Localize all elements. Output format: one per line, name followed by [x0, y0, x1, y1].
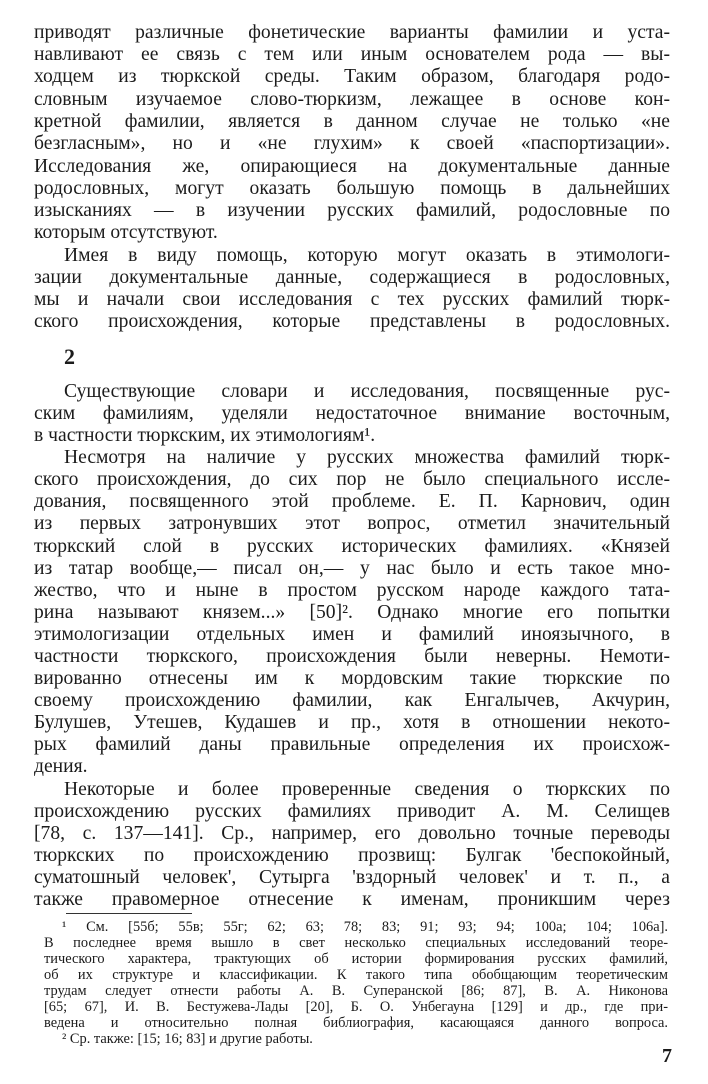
text-line: изысканиях — в изучении русских фамилий, родословные по	[34, 200, 670, 221]
text-line: происхождению русских фамилиях приводит А. М. Селищев	[34, 801, 670, 822]
text-line: приводят различные фонетические варианты фамилии и уста-	[34, 22, 670, 43]
text-line: Исследования же, опирающиеся на документальные данные	[34, 156, 670, 177]
text-line: рых фамилий даны правильные определения их происхож-	[34, 734, 670, 755]
text-line: зации документальные данные, содержащиеся в родословных,	[34, 267, 670, 288]
text-line: своему происхождению фамилии, как Енгалычев, Акчурин,	[34, 690, 670, 711]
text-line: тюркский слой в русских исторических фамилиях. «Князей	[34, 536, 670, 557]
text-line: ского происхождения, которые представлены в родословных.	[34, 311, 670, 332]
footnote-line: ¹ См. [55б; 55в; 55г; 62; 63; 78; 83; 91; 93; 94; 100а; 104; 106а].	[62, 919, 668, 935]
text-line: Несмотря на наличие у русских множества фамилий тюрк-	[64, 447, 670, 468]
footnote-line: трудам следует отнести работы А. В. Суперанской [86; 87], В. А. Никонова	[44, 983, 668, 999]
text-line: которым отсутствуют.	[34, 222, 218, 243]
text-line: словным изучаемое слово-тюркизм, лежащее в основе кон-	[34, 89, 670, 110]
text-line: тюркских по происхождению прозвищ: Булгак 'беспокойный,	[34, 845, 670, 866]
text-line: родословных, могут оказать большую помощь в дальнейших	[34, 178, 670, 199]
text-line: навливают ее связь с тем или иным основателем рода — вы-	[34, 44, 670, 65]
text-line: [78, с. 137—141]. Ср., например, его довольно точные переводы	[34, 823, 670, 844]
text-line: Булушев, Утешев, Кудашев и пр., хотя в отношении некото-	[34, 712, 670, 733]
text-line: ского происхождения, до сих пор не было специального иссле-	[34, 469, 670, 490]
text-line: вированно отнесены им к мордовским такие тюркские по	[34, 668, 670, 689]
text-line: Существующие словари и исследования, посвященные рус-	[64, 381, 670, 402]
text-line: кретной фамилии, является в данном случае не только «не	[34, 111, 670, 132]
footnote-line: В последнее время вышло в свет несколько специальных исследований теоре-	[44, 935, 668, 951]
text-line: безгласным», но и «не глухим» к своей «паспортизации».	[34, 133, 670, 154]
text-line: Имея в виду помощь, которую могут оказать в этимологи-	[64, 245, 670, 266]
text-line: дения.	[34, 756, 88, 777]
text-line: частности тюркского, происхождения были неверны. Немоти-	[34, 646, 670, 667]
footnote-separator	[66, 913, 192, 914]
text-line: этимологизации отдельных имен и фамилий иноязычного, в	[34, 624, 670, 645]
footnote-line: тического характера, трактующих об истории формирования русских фамилий,	[44, 951, 668, 967]
text-line: из татар вообще,— писал он,— у нас было и есть такое мно-	[34, 558, 670, 579]
text-line: ходцем из тюркской среды. Таким образом, благодаря родо-	[34, 66, 670, 87]
text-line: из первых затронувших этот вопрос, отметил значительный	[34, 513, 670, 534]
text-line: дования, посвященного этой проблеме. Е. П. Карнович, один	[34, 491, 670, 512]
section-number: 2	[64, 344, 75, 369]
text-line: суматошный человек', Сутырга 'вздорный человек' и т. п., а	[34, 867, 670, 888]
text-line: жество, что и ныне в простом русском народе каждого тата-	[34, 580, 670, 601]
text-line: в частности тюркским, их этимологиям¹.	[34, 425, 376, 446]
text-line: ским фамилиям, уделяли недостаточное внимание восточным,	[34, 403, 670, 424]
text-line: мы и начали свои исследования с тех русских фамилий тюрк-	[34, 289, 670, 310]
text-line: Некоторые и более проверенные сведения о тюркских по	[64, 779, 670, 800]
footnote-line: об их структуре и классификации. К такого типа обобщающим теоретическим	[44, 967, 668, 983]
text-line: рина называют князем...» [50]². Однако многие его попытки	[34, 602, 670, 623]
footnote-line: [65; 67], И. В. Бестужева-Лады [20], Б. О. Унбегауна [129] и др., где при-	[44, 999, 668, 1015]
page-number: 7	[662, 1045, 672, 1067]
footnote-line: ведена и относительно полная библиография, касающаяся данного вопроса.	[44, 1015, 668, 1031]
text-line: также правомерное отнесение к именам, проникшим через	[34, 889, 670, 910]
footnote-line: ² Ср. также: [15; 16; 83] и другие работы.	[62, 1031, 313, 1047]
